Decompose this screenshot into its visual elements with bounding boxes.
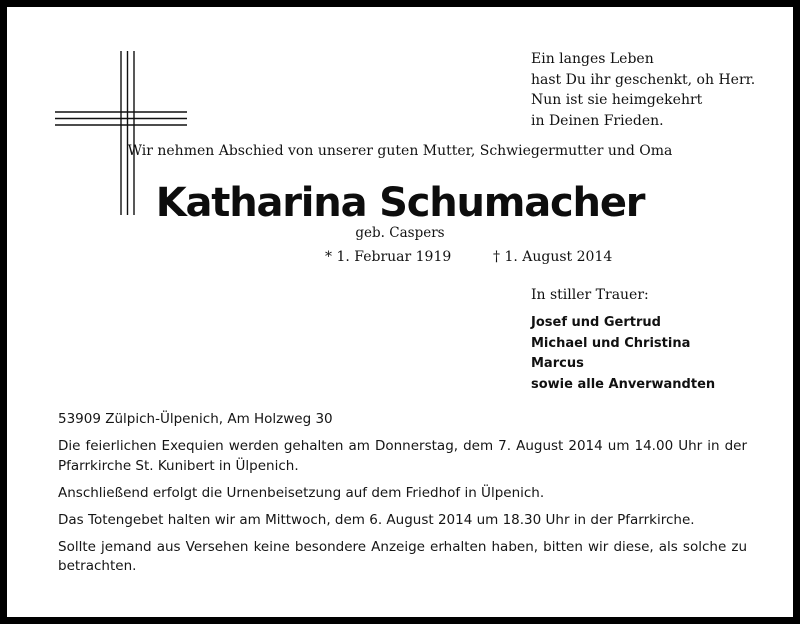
mourner: Michael und Christina — [531, 335, 691, 351]
mourners-list — [531, 313, 715, 395]
mourner: sowie alle Anverwandten — [531, 376, 716, 392]
verse-line: hast Du ihr geschenkt, oh Herr. — [531, 71, 756, 88]
verse-line: in Deinen Frieden. — [531, 112, 664, 129]
maiden-name: geb. Caspers — [355, 225, 445, 241]
intro-line: Wir nehmen Abschied von unserer guten Mutter, Schwiegermutter und Oma — [127, 143, 673, 159]
address: 53909 Zülpich-Ülpenich, Am Holzweg 30 — [58, 411, 333, 427]
verse — [531, 49, 755, 131]
funeral-details — [58, 410, 747, 584]
notice-info: Sollte jemand aus Versehen keine besondere Anzeige erhalten haben, bitten wir diese, als solche zu betrachten. — [58, 538, 747, 574]
mourning-label: In stiller Trauer: — [531, 287, 649, 303]
prayer-info: Das Totengebet halten wir am Mittwoch, dem 6. August 2014 um 18.30 Uhr in der Pfarrkirche. — [58, 511, 695, 528]
verse-line: Ein langes Leben — [531, 51, 654, 67]
mourner: Marcus — [531, 356, 584, 371]
mourner: Josef und Gertrud — [531, 315, 661, 330]
exequies-info: Die feierlichen Exequien werden gehalten am Donnerstag, dem 7. August 2014 um 14.00 Uhr in der Pfarrkirche St. Kunibert in Ülpenich. — [58, 438, 747, 474]
verse-line: Nun ist sie heimgekehrt — [531, 92, 703, 108]
birth-date: * 1. Februar 1919 — [325, 249, 452, 265]
urn-burial-info: Anschließend erfolgt die Urnenbeisetzung auf dem Friedhof in Ülpenich. — [58, 484, 545, 501]
deceased-name: Katharina Schumacher — [155, 180, 645, 226]
death-date: † 1. August 2014 — [493, 249, 613, 265]
